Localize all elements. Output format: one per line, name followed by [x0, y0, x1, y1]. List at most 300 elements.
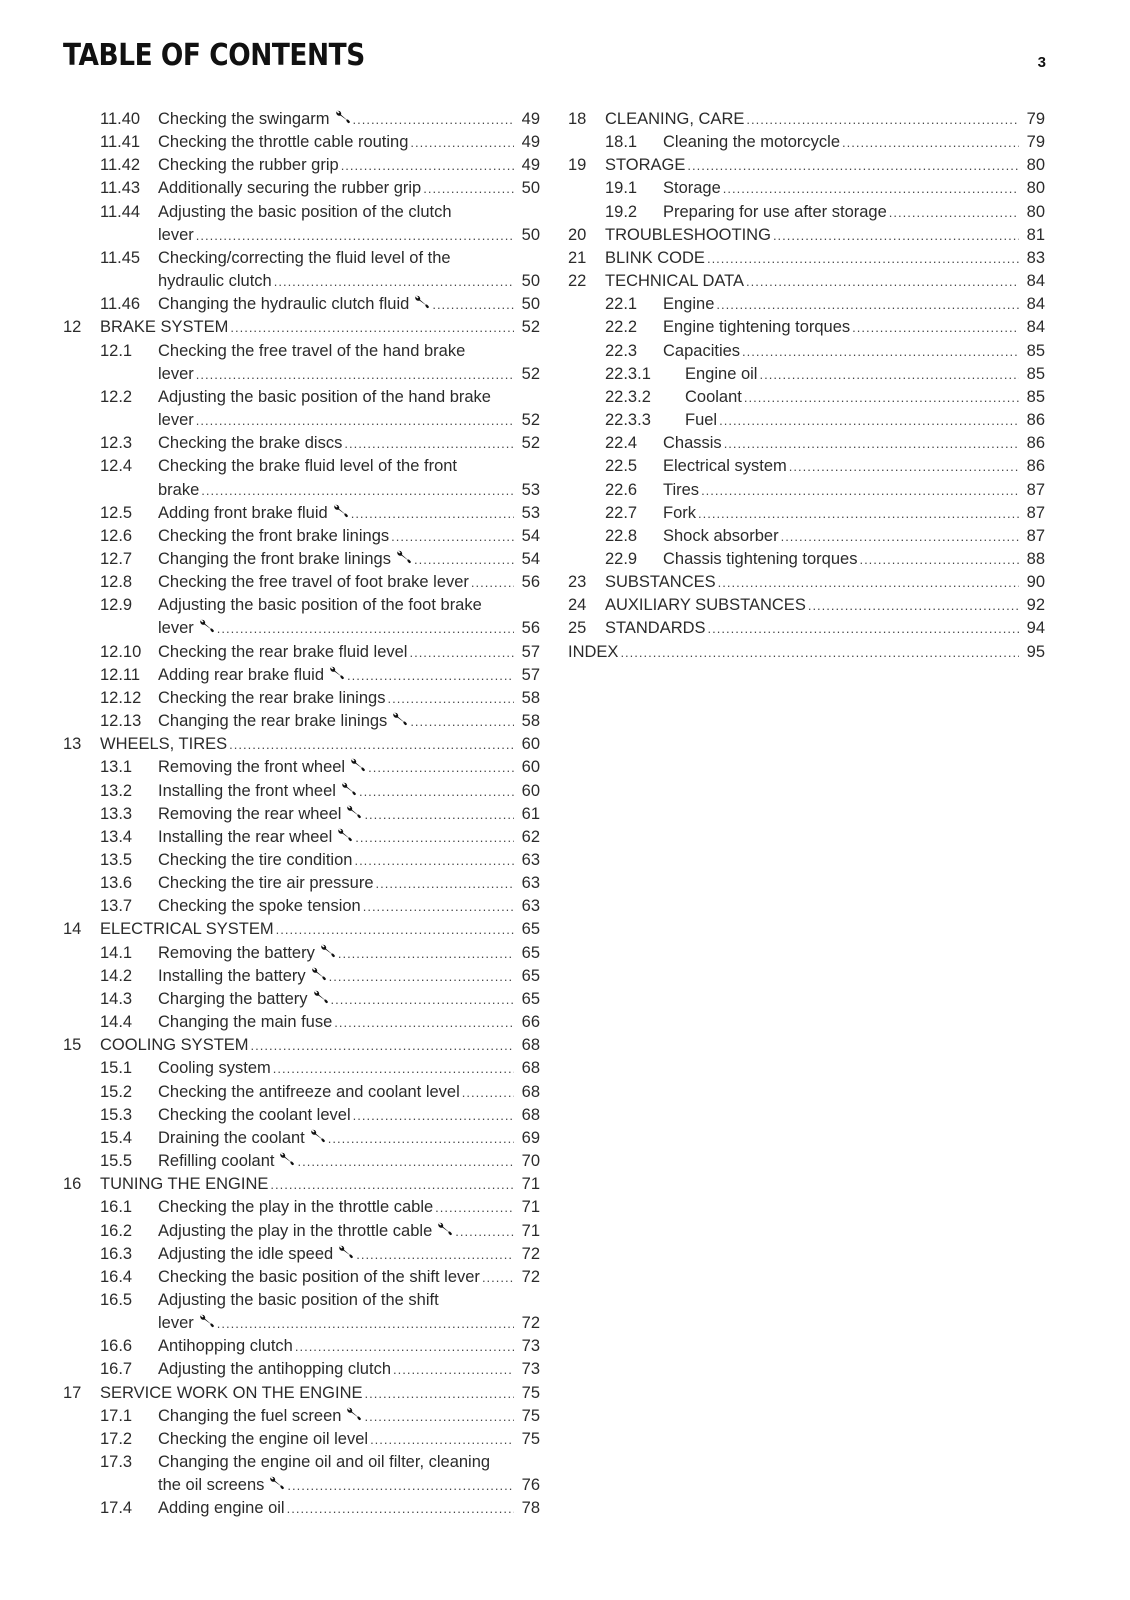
dot-leader	[746, 270, 1019, 293]
toc-entry-title: Tires	[663, 480, 700, 499]
dot-leader	[414, 548, 514, 571]
toc-page-number[interactable]: 65	[521, 943, 540, 962]
toc-page-number[interactable]: 80	[1026, 179, 1045, 198]
toc-entry-number: 11.44	[100, 202, 141, 221]
toc-section[interactable]	[568, 316, 1045, 339]
toc-page-number[interactable]: 72	[521, 1314, 540, 1333]
toc-page-number[interactable]: 84	[1026, 295, 1045, 314]
toc-section[interactable]	[568, 502, 1045, 525]
toc-entry-number: 14.4	[100, 1013, 133, 1032]
dot-leader	[270, 1173, 514, 1196]
dot-leader	[716, 293, 1019, 316]
toc-page-number[interactable]: 49	[521, 133, 540, 152]
toc-section[interactable]	[568, 479, 1045, 502]
dot-leader	[482, 1266, 514, 1289]
toc-page-number[interactable]: 85	[1026, 387, 1045, 406]
toc-section[interactable]	[568, 548, 1045, 571]
dot-leader	[781, 525, 1019, 548]
toc-page-number[interactable]: 52	[521, 364, 540, 383]
toc-chapter[interactable]	[568, 617, 1045, 640]
dot-leader	[364, 1405, 514, 1428]
toc-page-number[interactable]: 84	[1026, 318, 1045, 337]
toc-page-number[interactable]: 49	[521, 110, 540, 128]
toc-entry-title: Checking the front brake linings	[158, 526, 390, 545]
toc-entry-number: 22.3.1	[605, 364, 651, 383]
wrench-icon	[345, 805, 362, 819]
toc-section[interactable]	[63, 293, 540, 316]
dot-leader	[701, 479, 1019, 502]
toc-chapter[interactable]	[568, 224, 1045, 247]
dot-leader	[329, 965, 514, 988]
toc-page-number[interactable]: 70	[521, 1152, 540, 1171]
toc-page-number[interactable]: 50	[521, 272, 540, 291]
toc-section[interactable]	[63, 872, 540, 895]
toc-page-number[interactable]: 72	[521, 1244, 540, 1263]
toc-entry-title: Fork	[663, 503, 696, 522]
toc-entry-title: BLINK CODE	[605, 248, 705, 267]
toc-page-number[interactable]: 85	[1026, 341, 1045, 360]
dot-leader	[852, 316, 1019, 339]
toc-section[interactable]	[568, 131, 1045, 154]
toc-section[interactable]	[568, 455, 1045, 478]
toc-entry-number: 22.2	[605, 318, 638, 337]
dot-leader	[744, 386, 1019, 409]
toc-chapter[interactable]	[63, 316, 540, 339]
toc-entry-title: Adjusting the basic position of the foot brake	[158, 596, 482, 615]
toc-page-number[interactable]: 79	[1026, 133, 1045, 152]
toc-page-number[interactable]: 52	[521, 411, 540, 430]
wrench-icon	[268, 1476, 285, 1490]
toc-page-number[interactable]: 79	[1026, 110, 1045, 128]
dot-leader	[251, 1034, 514, 1057]
toc-page-number[interactable]: 66	[521, 1013, 540, 1032]
toc-entry-title: Checking the tire condition	[158, 851, 353, 869]
toc-page-number[interactable]: 71	[521, 1221, 540, 1240]
toc-entry-title: STORAGE	[605, 156, 686, 175]
toc-page-number[interactable]: 63	[521, 851, 540, 869]
toc-entry-title: lever	[158, 364, 194, 383]
toc-section[interactable]	[63, 803, 540, 826]
toc-entry-title: Adding rear brake fluid	[158, 665, 325, 684]
toc-entry-number: 12.8	[100, 573, 133, 592]
toc-page-number[interactable]: 71	[521, 1175, 540, 1194]
dot-leader	[196, 409, 514, 432]
toc-entry-title: Coolant	[685, 387, 742, 406]
toc-chapter[interactable]	[63, 1034, 540, 1057]
dot-leader	[356, 1243, 514, 1266]
page-number: 3	[1037, 54, 1046, 71]
toc-entry-number: 24	[568, 596, 587, 615]
toc-page-number[interactable]: 71	[521, 1198, 540, 1217]
dot-leader	[368, 756, 514, 779]
toc-entry-title: Additionally securing the rubber grip	[158, 179, 422, 198]
toc-chapter[interactable]	[568, 154, 1045, 177]
toc-entry-number: 12.6	[100, 526, 133, 545]
toc-chapter[interactable]	[568, 270, 1045, 293]
toc-section[interactable]	[63, 756, 540, 779]
toc-entry-number: 16	[63, 1175, 82, 1194]
toc-section[interactable]	[63, 895, 540, 918]
toc-section[interactable]	[63, 571, 540, 594]
toc-section[interactable]	[63, 641, 540, 664]
toc-entry-number: 23	[568, 573, 587, 592]
toc-page-number[interactable]: 81	[1026, 225, 1045, 244]
toc-section[interactable]	[63, 455, 540, 501]
toc-section[interactable]	[63, 386, 540, 432]
toc-entry-title: Cooling system	[158, 1059, 271, 1078]
toc-chapter[interactable]	[63, 918, 540, 941]
dot-leader	[365, 1382, 514, 1405]
toc-page-number[interactable]: 86	[1026, 411, 1045, 430]
toc-entry-title: Adjusting the antihopping clutch	[158, 1360, 391, 1379]
toc-entry-title: TROUBLESHOOTING	[605, 225, 771, 244]
dot-leader	[229, 733, 514, 756]
dot-leader	[287, 1497, 514, 1520]
toc-section[interactable]	[63, 988, 540, 1011]
toc-section[interactable]	[568, 432, 1045, 455]
toc-page-number[interactable]: 63	[521, 874, 540, 893]
toc-entry-number: 12.11	[100, 665, 141, 684]
toc-section[interactable]	[568, 201, 1045, 224]
toc-page-number[interactable]: 87	[1026, 503, 1045, 522]
toc-page-number[interactable]: 68	[521, 1059, 540, 1078]
toc-page-number[interactable]: 53	[521, 503, 540, 522]
toc-entry-number: 11.42	[100, 156, 141, 175]
toc-entry-title: lever	[158, 1314, 194, 1333]
toc-page-number[interactable]: 87	[1026, 480, 1045, 499]
toc-entry-title: INDEX	[568, 642, 619, 661]
toc-page-number[interactable]: 94	[1026, 619, 1045, 638]
toc-page-number[interactable]: 68	[521, 1105, 540, 1124]
toc-entry-number: 22.4	[605, 434, 638, 453]
toc-entry-number: 13.2	[100, 781, 133, 800]
toc-entry-title: Adjusting the play in the throttle cable	[158, 1221, 433, 1240]
toc-entry-number: 16.2	[100, 1221, 133, 1240]
toc-entry-number: 22.3.2	[605, 387, 651, 406]
toc-section[interactable]	[63, 594, 540, 640]
toc-entry-title: Checking the play in the throttle cable	[158, 1198, 434, 1217]
toc-entry-title: Adjusting the basic position of the hand brake	[158, 387, 491, 406]
toc-page-number[interactable]: 76	[521, 1476, 540, 1495]
toc-section[interactable]	[568, 525, 1045, 548]
toc-entry-title: Checking the rear brake linings	[158, 688, 386, 707]
toc-entry-title: Installing the front wheel	[158, 781, 336, 800]
toc-page-number[interactable]: 57	[521, 642, 540, 661]
toc-entry-number: 19.2	[605, 202, 638, 221]
toc-entry-number: 12.13	[100, 712, 142, 731]
dot-leader	[363, 895, 514, 918]
toc-page-number[interactable]: 75	[521, 1406, 540, 1425]
toc-page-number[interactable]: 65	[521, 989, 540, 1008]
toc-index[interactable]	[568, 641, 1045, 664]
toc-entry-number: 17.1	[100, 1406, 133, 1425]
toc-entry-title: Changing the engine oil and oil filter, cleaning	[158, 1453, 491, 1472]
toc-entry-title: Capacities	[663, 341, 741, 360]
toc-chapter[interactable]	[63, 1382, 540, 1405]
toc-page-number[interactable]: 69	[521, 1128, 540, 1147]
toc-section[interactable]	[63, 340, 540, 386]
toc-section[interactable]	[63, 1405, 540, 1428]
toc-section[interactable]	[63, 247, 540, 293]
toc-entry-title: Changing the fuel screen	[158, 1406, 342, 1425]
toc-section[interactable]	[568, 177, 1045, 200]
toc-section[interactable]	[63, 1057, 540, 1080]
toc-entry-number: 15	[63, 1036, 82, 1055]
toc-page-number[interactable]: 90	[1026, 573, 1045, 592]
toc-entry-number: 16.7	[100, 1360, 133, 1379]
dot-leader	[742, 340, 1019, 363]
wrench-icon	[395, 550, 412, 564]
toc-page-number[interactable]: 73	[521, 1360, 540, 1379]
toc-section[interactable]	[63, 502, 540, 525]
toc-chapter[interactable]	[63, 1173, 540, 1196]
toc-entry-title: AUXILIARY SUBSTANCES	[605, 596, 806, 615]
toc-page-number[interactable]: 83	[1026, 248, 1045, 267]
toc-entry-number: 22.9	[605, 549, 638, 568]
dot-leader	[387, 687, 514, 710]
wrench-icon	[198, 1314, 215, 1328]
dot-leader	[297, 1150, 514, 1173]
toc-page-number[interactable]: 50	[521, 179, 540, 198]
toc-chapter[interactable]	[568, 247, 1045, 270]
toc-page-number[interactable]: 72	[521, 1267, 540, 1286]
dot-leader	[410, 131, 514, 154]
toc-section[interactable]	[63, 201, 540, 247]
toc-entry-number: 14	[63, 920, 82, 939]
toc-section[interactable]	[568, 340, 1045, 363]
toc-page-number[interactable]: 50	[521, 225, 540, 244]
toc-entry-title: Adjusting the basic position of the shift	[158, 1290, 439, 1309]
toc-page-number[interactable]: 60	[521, 781, 540, 800]
toc-chapter[interactable]	[568, 594, 1045, 617]
toc-entry-number: 12.3	[100, 434, 133, 453]
toc-entry-title: Checking the basic position of the shift lever	[158, 1267, 480, 1286]
toc-entry-number: 18.1	[605, 133, 638, 152]
dot-leader	[347, 664, 514, 687]
toc-section[interactable]	[63, 1081, 540, 1104]
toc-entry-title: ELECTRICAL SYSTEM	[100, 920, 274, 939]
toc-entry-title: Checking the swingarm	[158, 110, 330, 128]
toc-section[interactable]	[63, 1335, 540, 1358]
dot-leader	[331, 988, 514, 1011]
toc-entry-number: 11.40	[100, 110, 141, 128]
toc-page-number[interactable]: 52	[521, 318, 540, 337]
toc-page-number[interactable]: 87	[1026, 526, 1045, 545]
toc-page-number[interactable]: 60	[521, 758, 540, 777]
toc-section[interactable]	[63, 177, 540, 200]
dot-leader	[719, 409, 1019, 432]
toc-section[interactable]	[63, 687, 540, 710]
toc-entry-number: 22.7	[605, 503, 638, 522]
toc-entry-title: Engine oil	[685, 364, 758, 383]
toc-entry-title: Preparing for use after storage	[663, 202, 887, 221]
toc-entry-number: 13.4	[100, 827, 133, 846]
toc-page-number[interactable]: 61	[521, 804, 540, 823]
dot-leader	[789, 455, 1019, 478]
toc-entry-number: 13	[63, 735, 82, 754]
toc-entry-title: Checking the free travel of the hand brake	[158, 341, 466, 360]
toc-page-number[interactable]: 56	[521, 619, 540, 638]
toc-section[interactable]	[63, 1220, 540, 1243]
toc-entry-title: Adjusting the basic position of the clutch	[158, 202, 452, 221]
toc-entry-title: Adjusting the idle speed	[158, 1244, 334, 1263]
dot-leader	[391, 525, 514, 548]
toc-entry-title: Checking the free travel of foot brake lever	[158, 573, 469, 592]
toc-section[interactable]	[63, 1428, 540, 1451]
toc-entry-title: Installing the battery	[158, 966, 306, 985]
toc-chapter[interactable]	[568, 571, 1045, 594]
toc-page-number[interactable]: 88	[1026, 549, 1045, 568]
toc-entry-title: Engine	[663, 295, 715, 314]
toc-entry-title: Draining the coolant	[158, 1128, 305, 1147]
toc-section[interactable]	[63, 826, 540, 849]
toc-page-number[interactable]: 50	[521, 295, 540, 314]
toc-page-number[interactable]: 63	[521, 897, 540, 916]
toc-section[interactable]	[63, 965, 540, 988]
toc-entry-number: 12.4	[100, 457, 133, 476]
dot-leader	[687, 154, 1019, 177]
toc-entry-title: Checking the antifreeze and coolant level	[158, 1082, 460, 1101]
toc-entry-number: 17.3	[100, 1453, 133, 1472]
toc-section[interactable]	[568, 293, 1045, 316]
toc-entry-title: CLEANING, CARE	[605, 110, 745, 128]
toc-page-number[interactable]: 78	[521, 1499, 540, 1518]
toc-entry-number: 12.7	[100, 549, 133, 568]
toc-section[interactable]	[63, 1127, 540, 1150]
toc-page-number[interactable]: 75	[521, 1383, 540, 1402]
dot-leader	[471, 571, 514, 594]
toc-page-number[interactable]: 53	[521, 480, 540, 499]
toc-page-number[interactable]: 68	[521, 1036, 540, 1055]
dot-leader	[355, 826, 514, 849]
toc-section[interactable]	[63, 548, 540, 571]
toc-page-number[interactable]: 65	[521, 920, 540, 939]
dot-leader	[393, 1358, 514, 1381]
toc-entry-title: Shock absorber	[663, 526, 779, 545]
dot-leader	[196, 363, 514, 386]
toc-entry-number: 25	[568, 619, 587, 638]
toc-entry-number: 12	[63, 318, 82, 337]
toc-page-number[interactable]: 60	[521, 735, 540, 754]
toc-section[interactable]	[63, 108, 540, 131]
toc-section[interactable]	[568, 409, 1045, 432]
toc-section[interactable]	[568, 386, 1045, 409]
toc-section[interactable]	[63, 1104, 540, 1127]
dot-leader	[328, 1127, 514, 1150]
toc-section[interactable]	[63, 1150, 540, 1173]
toc-section[interactable]	[63, 664, 540, 687]
page-title: TABLE OF CONTENTS	[63, 38, 365, 73]
toc-entry-title: Adding engine oil	[158, 1499, 285, 1518]
toc-entry-number: 15.2	[100, 1082, 133, 1101]
toc-page-number[interactable]: 58	[521, 688, 540, 707]
toc-entry-number: 20	[568, 225, 587, 244]
toc-section[interactable]	[63, 1243, 540, 1266]
toc-page-number[interactable]: 57	[521, 665, 540, 684]
toc-page-number[interactable]: 80	[1026, 156, 1045, 175]
toc-entry-number: 14.1	[100, 943, 133, 962]
toc-page-number[interactable]: 54	[521, 549, 540, 568]
toc-page-number[interactable]: 56	[521, 573, 540, 592]
toc-page-number[interactable]: 80	[1026, 202, 1045, 221]
dot-leader	[724, 432, 1019, 455]
toc-chapter[interactable]	[63, 733, 540, 756]
toc-page-number[interactable]: 92	[1026, 596, 1045, 615]
toc-section[interactable]	[63, 154, 540, 177]
dot-leader	[859, 548, 1019, 571]
toc-page-number[interactable]: 86	[1026, 434, 1045, 453]
toc-chapter[interactable]	[568, 108, 1045, 131]
toc-page-number[interactable]: 85	[1026, 364, 1045, 383]
toc-page-number[interactable]: 68	[521, 1082, 540, 1101]
toc-entry-number: 12.12	[100, 688, 142, 707]
toc-page-number[interactable]: 62	[521, 827, 540, 846]
dot-leader	[773, 224, 1019, 247]
toc-entry-title: Changing the hydraulic clutch fluid	[158, 295, 410, 314]
toc-section[interactable]	[63, 1266, 540, 1289]
toc-entry-number: 15.1	[100, 1059, 133, 1078]
toc-section[interactable]	[63, 710, 540, 733]
dot-leader	[276, 918, 514, 941]
dot-leader	[354, 849, 514, 872]
wrench-icon	[332, 504, 349, 518]
dot-leader	[217, 1312, 514, 1335]
dot-leader	[353, 108, 515, 131]
toc-page-number[interactable]: 84	[1026, 272, 1045, 291]
toc-page-number[interactable]: 86	[1026, 457, 1045, 476]
toc-entry-title: Charging the battery	[158, 989, 308, 1008]
toc-section[interactable]	[63, 942, 540, 965]
toc-entry-title: Storage	[663, 179, 721, 198]
toc-section[interactable]	[63, 849, 540, 872]
toc-entry-number: 11.45	[100, 248, 141, 267]
toc-entry-title: lever	[158, 225, 194, 244]
toc-entry-number: 16.4	[100, 1267, 133, 1286]
toc-page-number[interactable]: 75	[521, 1429, 540, 1448]
toc-entry-number: 13.7	[100, 897, 133, 916]
toc-entry-number: 12.1	[100, 341, 133, 360]
toc-section[interactable]	[63, 1497, 540, 1520]
toc-section[interactable]	[63, 1196, 540, 1219]
dot-leader	[351, 502, 514, 525]
toc-page-number[interactable]: 65	[521, 966, 540, 985]
toc-section[interactable]	[63, 432, 540, 455]
toc-section[interactable]	[63, 525, 540, 548]
dot-leader	[620, 641, 1019, 664]
toc-page-number[interactable]: 49	[521, 156, 540, 175]
toc-entry-title: Checking the brake fluid level of the front	[158, 457, 458, 476]
toc-section[interactable]	[63, 1289, 540, 1335]
toc-entry-title: TECHNICAL DATA	[605, 272, 745, 291]
wrench-icon	[345, 1407, 362, 1421]
toc-section[interactable]	[568, 363, 1045, 386]
toc-page-number[interactable]: 54	[521, 526, 540, 545]
wrench-icon	[310, 967, 327, 981]
toc-entry-title: Changing the main fuse	[158, 1013, 333, 1032]
toc-page-number[interactable]: 52	[521, 434, 540, 453]
toc-page-number[interactable]: 58	[521, 712, 540, 731]
toc-entry-number: 13.6	[100, 874, 133, 893]
dot-leader	[376, 872, 514, 895]
toc-page-number[interactable]: 95	[1026, 642, 1045, 661]
toc-section[interactable]	[63, 1358, 540, 1381]
toc-section[interactable]	[63, 1011, 540, 1034]
toc-section[interactable]	[63, 780, 540, 803]
toc-section[interactable]	[63, 131, 540, 154]
toc-page-number[interactable]: 73	[521, 1337, 540, 1356]
toc-section[interactable]	[63, 1451, 540, 1497]
dot-leader	[432, 293, 514, 316]
